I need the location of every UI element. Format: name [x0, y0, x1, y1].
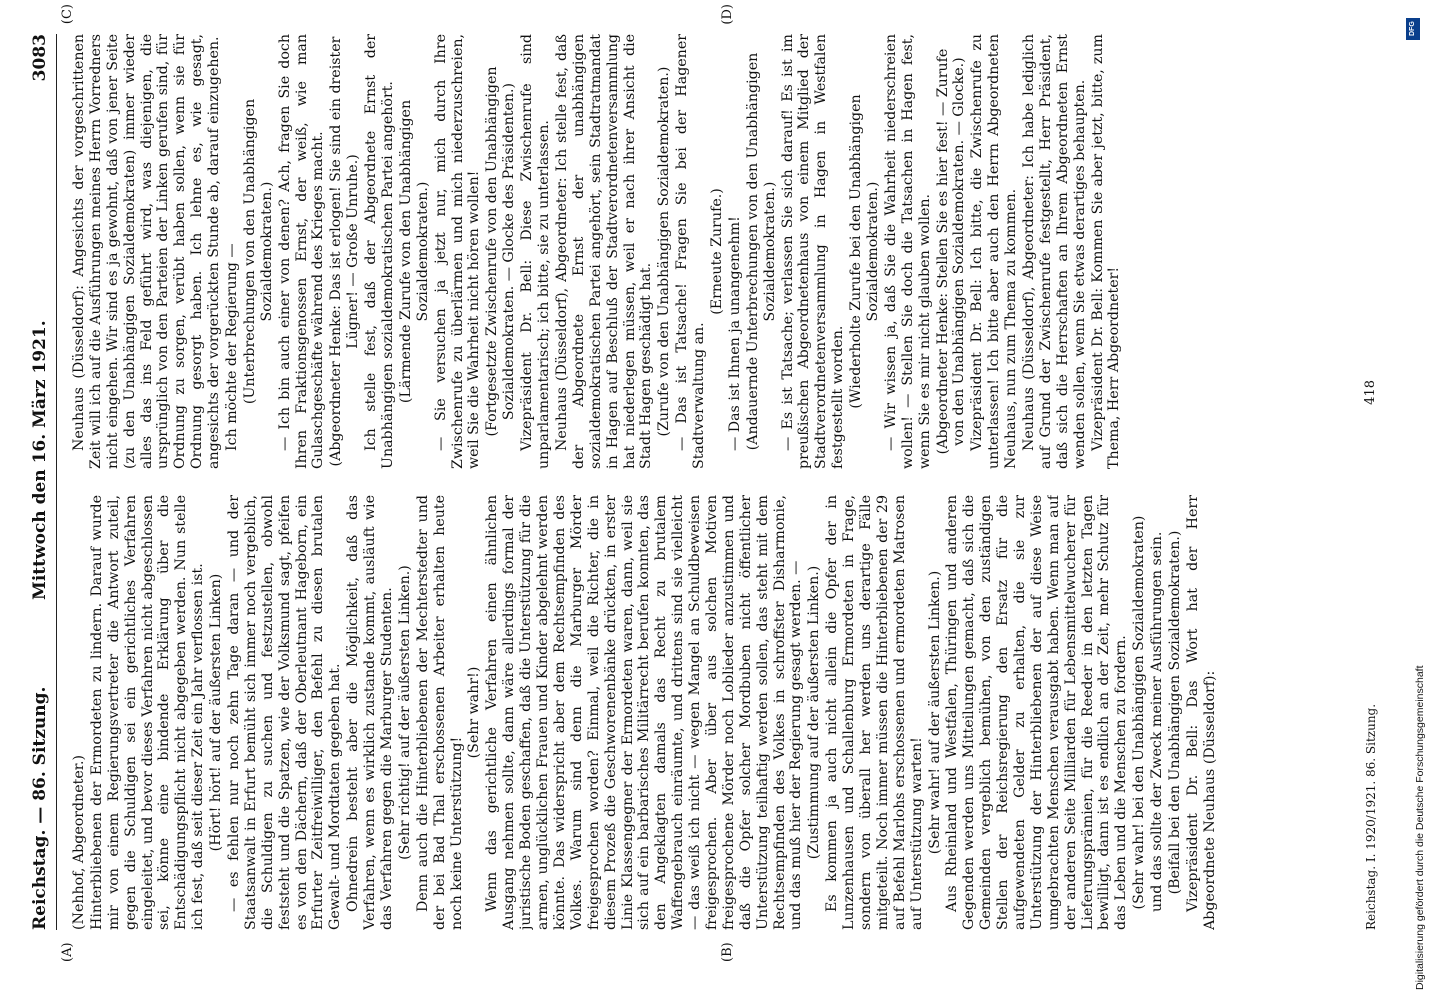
header-date: Mittwoch den 16. März 1921.: [30, 320, 50, 600]
speaker-continuation: (Nehhof, Abgeordneter.): [71, 754, 87, 930]
paragraph: — es fehlen nur noch zehn Tage daran — und der Staatsanwalt in Erfurt bemüht sich immer noch vergeblich, die Schuldigen zu suchen und festzustellen, obwohl feststeht und die Spatzen, wie der Volksmund sagt, pfeifen es von den Dächern, daß der Oberleutnant Hageborn, ein Erfurter Zeitfreiwilliger, den Befehl zu diesen brutalen Gewalt- und Mordtaten gegeben hat.: [226, 495, 344, 930]
margin-letter-b: (B): [720, 942, 735, 962]
dfg-notice-strip: [1400, 10, 1430, 990]
paragraph: Ohnedrein besteht aber die Möglichkeit, daß das Verfahren, wenn es wirklich zustande kommt, ausläuft wie das Verfahren gegen die Marburger Studenten.: [345, 495, 396, 930]
interjection: (Hört! hört! auf der äußersten Linken): [208, 573, 225, 852]
paragraph: — Es ist Tatsache; verlassen Sie sich darauf! Es ist im preußischen Abgeordnetenhaus von einem Mitglied der Stadtverordnetenversammlung in Hagen in Westfalen festgestellt worden.: [779, 34, 847, 469]
paragraph: Es kommen ja auch nicht allein die Opfer der in Lunzenhausen und Schallenburg Ermordeten in Frage, sondern von überall her werden uns derartige Fälle mitgeteilt. Noch immer müssen die Hinterbliebenen der 29 auf Befehl Marlohs erschossenen und ermordeten Matrosen auf Unterstützung warten!: [824, 495, 925, 930]
interjection: (Beifall bei den Unabhängigen Sozialdemokraten.): [1167, 530, 1183, 895]
margin-letter-d: (D): [720, 4, 735, 25]
interjection: (Abgeordneter Henke: Das ist erlogen! Sie sind ein dreister Lügner! — Große Unruhe.): [328, 36, 362, 467]
paragraph-speaker: Vizepräsident Dr. Bell: Kommen Sie aber jetzt, bitte, zum Thema, Herr Abgeordneter!: [1089, 34, 1123, 469]
paragraph-speaker: Neuhaus (Düsseldorf): Angesichts der vorgeschrittenen Zeit will ich auf die Ausführungen meines Herrn Vorredners nicht eingehen. Wir sind es ja gewohnt, daß von jener Seite (zu den Unabhängigen Sozialdemokraten) immer wieder alles das ins Feld geführt wird, was diejenigen, die ursprünglich von den Parteien der Linken gerufen sind, für Ordnung zu sorgen, verübt haben sollen, wenn sie für Ordnung gesorgt haben. Ich lehne es, wie gesagt, angesichts der vorgerückten Stunde ab, darauf einzugehen.: [71, 34, 223, 469]
interjection: (Sehr richtig! auf der äußersten Linken.): [396, 565, 413, 860]
paragraph-speaker: Neuhaus (Düsseldorf), Abgeordneter: Ich stelle fest, daß der Abgeordnete Ernst der unabhängigen sozialdemokratischen Partei angehört, sein Stadtratmandat in Hagen auf Beschluß der Stadtverordnetenversammlung hat niederlegen müssen, weil er nach ihrer Ansicht die Stadt Hagen geschädigt hat.: [553, 34, 655, 469]
paragraph: Ich stelle fest, daß der Abgeordnete Ernst der Unabhängigen sozialdemokratischen Partei angehört.: [363, 34, 397, 469]
interjection: (Unterbrechungen von den Unabhängigen Sozialdemokraten.): [241, 98, 275, 405]
interjection: (Fortgesetzte Zwischenrufe von den Unabhängigen Sozialdemokraten. — Glocke des Präsidenten.): [484, 66, 518, 437]
dfg-logo: DFG: [1406, 18, 1420, 40]
interjection: (Abgeordneter Henke: Stellen Sie es hier fest! — Zurufe von den Unabhängigen Sozialdemokraten. — Glocke.): [934, 48, 968, 455]
header-session: Reichstag. — 86. Sitzung.: [30, 686, 50, 930]
paragraph: — Ich bin auch einer von denen? Ach, fragen Sie doch Ihren Fraktionsgenossen Ernst, der weiß, wie man Gulaschgeschäfte während des Krieges macht.: [276, 34, 327, 469]
paragraph: Denn auch die Hinterbliebenen der Mechterstedter und der bei Bad Thal erschossenen Arbeiter erhalten heute noch keine Unterstützung!: [414, 495, 465, 930]
paragraph: — Sie versuchen ja jetzt nur, mich durch Ihre Zwischenrufe zu überlärmen und mich niederzuschreien, weil Sie die Wahrheit nicht hören wollen!: [432, 34, 483, 469]
paragraph-speaker: Vizepräsident Dr. Bell: Das Wort hat der Herr Abgeordnete Neuhaus (Düsseldorf):: [1184, 495, 1218, 930]
interjection: (Zustimmung auf der äußersten Linken.): [806, 565, 823, 860]
column-right: [71, 34, 1301, 469]
page-header: [26, 34, 57, 930]
margin-letter-c: (C): [60, 4, 75, 25]
interjection: (Sehr wahr!): [466, 666, 483, 759]
interjection: (Andauernde Unterbrechungen von den Unabhängigen Sozialdemokraten.): [744, 52, 778, 451]
paragraph-speaker: Vizepräsident Dr. Bell: Ich bitte, die Zwischenrufe zu unterlassen! Ich bitte aber auch den Herrn Abgeordneten Neuhaus, nun zum Thema zu kommen.: [969, 34, 1020, 469]
interjection: (Wiederholte Zurufe bei den Unabhängigen Sozialdemokraten.): [848, 94, 881, 409]
paragraph-speaker: Vizepräsident Dr. Bell: Diese Zwischenrufe sind unparlamentarisch; ich bitte, sie zu unterlassen.: [519, 34, 553, 469]
interjection: (Zurufe von den Unabhängigen Sozialdemokraten.): [656, 66, 673, 437]
paragraph: und das sollte der Zweck meiner Ausführungen sein.: [1149, 531, 1166, 912]
page-footer: Reichstag. I. 1920/1921. 86. Sitzung.: [1364, 703, 1378, 930]
interjection: (Lärmende Zurufe von den Unabhängigen Sozialdemokraten.): [397, 99, 431, 404]
interjection: (Sehr wahr! auf der äußersten Linken.): [926, 570, 943, 855]
column-left: [71, 495, 1301, 930]
dfg-notice-text: Digitalisierung gefördert durch die Deutsche Forschungsgemeinschaft: [1414, 665, 1426, 990]
paragraph: Aus Rheinland und Westfalen, Thüringen und anderen Gegenden werden uns Mitteilungen gemacht, daß sich die Gemeinden vergeblich bemühen, von den zuständigen Stellen der Reichsregierung den Ersatz für die aufgewendeten Gelder zu erhalten, die sie zur Unterstützung der Hinterbliebenen der auf diese Weise umgebrachten Menschen verausgabt haben. Wenn man auf der anderen Seite Milliarden für Lebensmittelwucherer für Lieferungsprämien, für die Reeder in den letzten Tagen bewilligt, dann ist es endlich an der Zeit, mehr Schutz für das Leben und die Menschen zu fordern.: [944, 495, 1130, 930]
paragraph: — Wir wissen ja, daß Sie die Wahrheit niederschreien wollen! — Stellen Sie doch die Tatsachen in Hagen fest, wenn Sie es mir nicht glauben wollen.: [882, 34, 933, 469]
paragraph: — Das ist Tatsache! Fragen Sie bei der Hagener Stadtverwaltung an.: [674, 34, 708, 469]
sheet-number: 418: [1363, 380, 1378, 405]
paragraph: Hinterbliebenen der Ermordeten zu lindern. Darauf wurde mir von einem Regierungsvertreter die Antwort zuteil, gegen die Schuldigen sei ein gerichtliches Verfahren eingeleitet, und bevor dieses Verfahren nicht abgeschlossen sei, könne eine bindende Erklärung über die Entschädigungspflicht nicht abgegeben werden. Nun stelle ich fest, daß seit dieser Zeit ein Jahr verflossen ist.: [88, 495, 207, 930]
header-page-number: 3083: [30, 34, 50, 82]
paragraph-speaker: Neuhaus (Düsseldorf), Abgeordneter: Ich habe lediglich auf Grund der Zwischenrufe festgestellt, Herr Präsident, daß sich die Herrschaften an Ihrem Abgeordneten Ernst wenden sollen, wenn Sie etwas derartiges behaupten.: [1020, 34, 1088, 469]
text-columns: [71, 34, 1301, 930]
paragraph: — Das ist Ihnen ja unangenehm!: [726, 216, 743, 451]
interjection: (Erneute Zurufe.): [708, 188, 725, 315]
paragraph: Wenn das gerichtliche Verfahren einen ähnlichen Ausgang nehmen sollte, dann wäre allerdings formal der juristische Boden geschaffen, daß die Unterstützung für die armen, unglücklichen Frauen und Kinder abgelehnt werden könnte. Das widerspricht aber dem Rechtsempfinden des Volkes. Warum sind denn die Marburger Mörder freigesprochen worden? Einmal, weil die Richter, die in diesem Prozeß die Geschworenenbänke drückten, in erster Linie Klassengegner der Ermordeten waren, dann, weil sie sich auf ein barbarisches Militärrecht berufen konnten, das den Angeklagten damals das Recht zu brutalem Waffengebrauch einräumte, und drittens sind sie vielleicht — das weiß ich nicht — wegen Mangel an Schuldbeweisen freigesprochen. Aber über aus solchen Motiven freigesprochene Mörder noch Loblieder anzustimmen und daß die Opfer solcher Mordbuben nicht öffentlicher Unterstützung teilhaftig werden sollen, das steht mit dem Rechtsempfinden des Volkes in schroffster Disharmonie, und das muß hier der Regierung gesagt werden. —: [484, 495, 805, 930]
paragraph: Ich möchte der Regierung —: [224, 243, 241, 451]
margin-letter-a: (A): [60, 942, 75, 962]
interjection: (Sehr wahr! bei den Unabhängigen Sozialdemokraten): [1131, 515, 1148, 910]
